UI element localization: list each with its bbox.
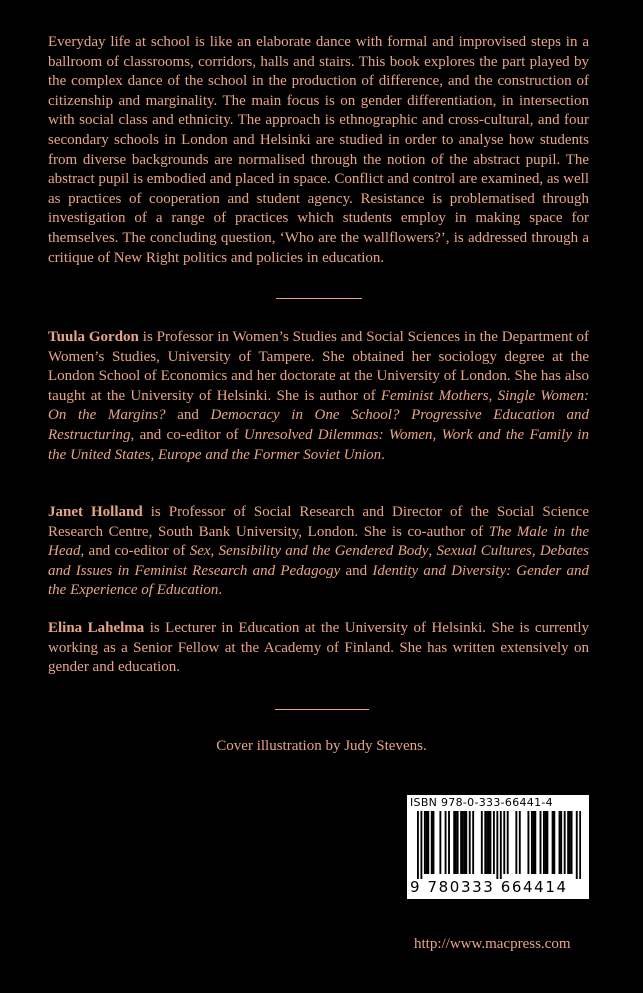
barcode-bar — [453, 811, 455, 874]
book-title: Sex, Sensibility and the Gendered Body — [189, 543, 429, 560]
bio-text: is Professor in Women’s Studies and Social Sciences in the Department of Women’s Studies, University of Tampere. She obtained her sociology degree at the London School of Economics and her doctorate at the University of London. She has also taught at the University of Helsinki. She is author of — [48, 329, 589, 404]
author-bio-lahelma — [48, 619, 589, 678]
barcode-bar — [460, 811, 462, 874]
barcode-bar — [427, 811, 429, 874]
book-title: Feminist Mothers — [380, 387, 489, 404]
cover-illustration-credit: Cover illustration by Judy Stevens. — [216, 738, 427, 754]
barcode-bar — [527, 811, 529, 874]
bio-text: is Lecturer in Education at the University of Helsinki. She is currently working as a Senior Fellow at the Academy of Finland. She has written extensively on gender and education. — [48, 620, 589, 676]
section-divider-top — [276, 298, 362, 299]
barcode-bar — [433, 811, 435, 874]
bio-text: , — [428, 543, 437, 560]
barcode-bar — [553, 811, 555, 874]
book-title: Sexual Cultures, Debates and Issues in Feminist Research and Pedagogy — [48, 543, 590, 579]
bio-text: , and co-editor of — [130, 426, 244, 443]
barcode-bar — [552, 811, 554, 874]
isbn-label: ISBN 978-0-333-66441-4 — [410, 796, 553, 809]
barcode-bar — [462, 811, 464, 874]
book-title: Unresolved Dilemmas: Women, Work and the Family in the United States, Europe and the Former Soviet Union — [48, 426, 590, 463]
barcode-bar — [519, 811, 521, 874]
barcode-bar — [484, 811, 486, 874]
book-title: Democracy in One School? Progressive Education and Restructuring — [48, 407, 589, 443]
barcode-bars — [417, 811, 581, 879]
barcode-bar — [493, 811, 495, 874]
barcode-bar — [486, 811, 488, 874]
barcode-bar — [488, 811, 490, 874]
barcode-bar — [439, 811, 441, 874]
barcode-bar — [420, 811, 422, 879]
barcode-bar — [543, 811, 545, 874]
barcode-bar — [465, 811, 467, 874]
barcode-bar — [472, 811, 474, 874]
barcode-bar — [469, 811, 471, 874]
barcode-bar — [481, 811, 483, 874]
book-description: Everyday life at school is like an elaborate dance with formal and improvised steps in a ballroom of classrooms, corridors, halls and stairs. This book explores the part played by the complex dance of the school in the production of difference, and the construction of citizenship and marginality. The main focus is on gender differentiation, in intersection with social class and ethnicity. The approach is ethnographic and cross-cultural, and four secondary schools in London and Helsinki are studied in order to analyse how students from diverse backgrounds are normalised through the notion of the abstract pupil. The abstract pupil is embodied and placed in space. Conflict and control are examined, as well as practices of cooperation and student agency. Resistance is problematised through investigation of a range of practices which students employ in making space for themselves. The concluding question, ‘Who are the wallflowers?’, is addressed through a critique of New Right politics and policies in education. — [48, 34, 589, 266]
barcode-bar — [534, 811, 536, 874]
barcode-bar — [564, 811, 566, 874]
barcode-bar — [424, 811, 426, 874]
bio-text: , and co-editor of — [80, 543, 190, 560]
author-name: Janet Holland — [48, 504, 143, 520]
barcode-bar — [507, 811, 509, 874]
bio-text: , — [488, 387, 498, 404]
barcode-bar — [559, 811, 561, 874]
barcode-bar — [503, 811, 505, 874]
bio-text: . — [381, 446, 385, 463]
barcode-bar — [448, 811, 450, 874]
barcode-bar — [545, 811, 547, 874]
barcode-bar — [579, 811, 581, 879]
barcode-bar — [431, 811, 433, 874]
publisher-url[interactable]: http://www.macpress.com — [414, 936, 571, 952]
barcode-bar — [569, 811, 571, 874]
book-title: The Male in the Head — [48, 523, 589, 560]
book-title: Identity and Diversity: Gender and the Experience of Education — [48, 562, 589, 599]
barcode-bar — [571, 811, 573, 874]
bio-text: and — [340, 562, 373, 579]
barcode-bar — [515, 811, 517, 874]
barcode-bar — [540, 811, 542, 874]
barcode-bar — [417, 811, 419, 879]
author-name: Tuula Gordon — [48, 329, 139, 345]
barcode-bar — [531, 811, 533, 874]
ean-digits: 9 780333 664414 — [410, 878, 568, 896]
barcode-bar — [546, 811, 548, 874]
barcode-bar — [457, 811, 459, 874]
barcode-bar — [500, 811, 502, 879]
barcode-bar — [464, 811, 466, 874]
section-divider-bottom — [275, 709, 369, 710]
bio-text: . — [218, 582, 223, 599]
barcode-bar — [490, 811, 492, 874]
book-title: Single Women: On the Margins? — [48, 387, 590, 424]
barcode-bar — [567, 811, 569, 874]
barcode-bar — [533, 811, 535, 874]
author-bio-holland — [48, 503, 589, 601]
barcode-bar — [576, 811, 578, 879]
isbn-barcode — [407, 795, 589, 899]
barcode-bar — [426, 811, 428, 874]
author-bio-gordon — [48, 328, 589, 465]
barcode-bar — [455, 811, 457, 874]
author-name: Elina Lahelma — [48, 620, 145, 636]
bio-text: and — [165, 407, 211, 424]
barcode-bar — [496, 811, 498, 879]
barcode-bar — [560, 811, 562, 874]
barcode-bar — [445, 811, 447, 874]
bio-text: is Professor of Social Research and Director of the Social Science Research Centre, South Bank University, London. She is co-author of — [48, 504, 589, 540]
